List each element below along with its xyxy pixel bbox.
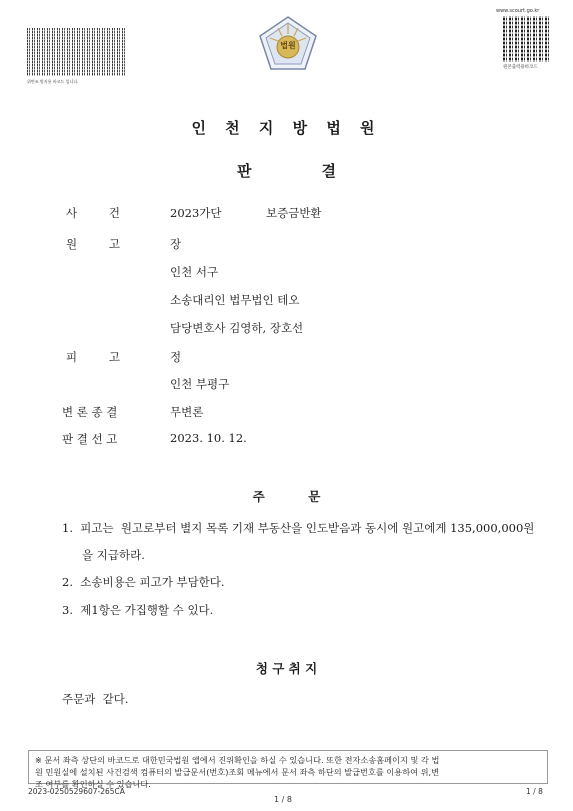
- case-number: 2023가단: [170, 206, 222, 220]
- emblem-text: 법원: [280, 41, 296, 50]
- order-item-3: 3. 제1항은 가집행할 수 있다.: [62, 603, 214, 617]
- plaintiff-address: 인천 서구: [170, 265, 219, 279]
- ruling-label: 판 결 선 고: [62, 432, 118, 446]
- plaintiff-name: 장: [170, 237, 182, 251]
- claim-text: 주문과 같다.: [62, 692, 129, 706]
- issue-number: 2023-0250529607-265CA: [28, 787, 125, 796]
- order-item-1: 1. 피고는 원고로부터 별지 목록 기재 부동산을 인도받음과 동시에 원고에게 135,000,000원: [62, 521, 535, 535]
- original-output-barcode: [503, 16, 549, 62]
- page-number-right: 1 / 8: [526, 787, 543, 796]
- site-url: www.scourt.go.kr: [496, 8, 540, 14]
- page-number-center: 1 / 8: [274, 795, 292, 804]
- defendant-address: 인천 부평구: [170, 377, 230, 391]
- plaintiff-lawyers: 담당변호사 김영하, 장호선: [170, 321, 304, 335]
- plaintiff-label: 원 고: [66, 237, 120, 251]
- barcode-note: 위변조 방지용 바코드 입니다.: [27, 79, 79, 84]
- verification-notice: ※ 문서 좌측 상단의 바코드로 대한민국법원 앱에서 진위확인을 하실 수 있습니다. 또한 전자소송홈페이지 및 각 법 원 민원실에 설치된 사건검색 컴퓨터의 발급문서(번호)조회 메뉴에서 문서 좌측 하단의 발급번호를 이용하여 위,변 조 여부를 확인하실 수 있습니다.: [28, 750, 548, 784]
- qr-note: 원본출력용바코드: [503, 65, 538, 70]
- order-title: 주 문: [252, 489, 321, 504]
- closing-label: 변 론 종 결: [62, 405, 118, 419]
- ruling-date: 2023. 10. 12.: [170, 431, 247, 445]
- case-label: 사 건: [66, 206, 120, 220]
- closing-value: 무변론: [170, 405, 204, 419]
- order-item-2: 2. 소송비용은 피고가 부담한다.: [62, 575, 225, 589]
- plaintiff-representative: 소송대리인 법무법인 테오: [170, 293, 300, 307]
- order-item-1-cont: 을 지급하라.: [82, 548, 145, 562]
- court-name: 인 천 지 방 법 원: [191, 119, 382, 137]
- document-title: 판 결: [237, 162, 336, 180]
- claim-title: 청 구 취 지: [255, 661, 318, 676]
- case-name: 보증금반환: [266, 206, 322, 220]
- defendant-label: 피 고: [66, 350, 120, 364]
- defendant-name: 정: [170, 350, 182, 364]
- forgery-prevention-barcode: [27, 28, 127, 76]
